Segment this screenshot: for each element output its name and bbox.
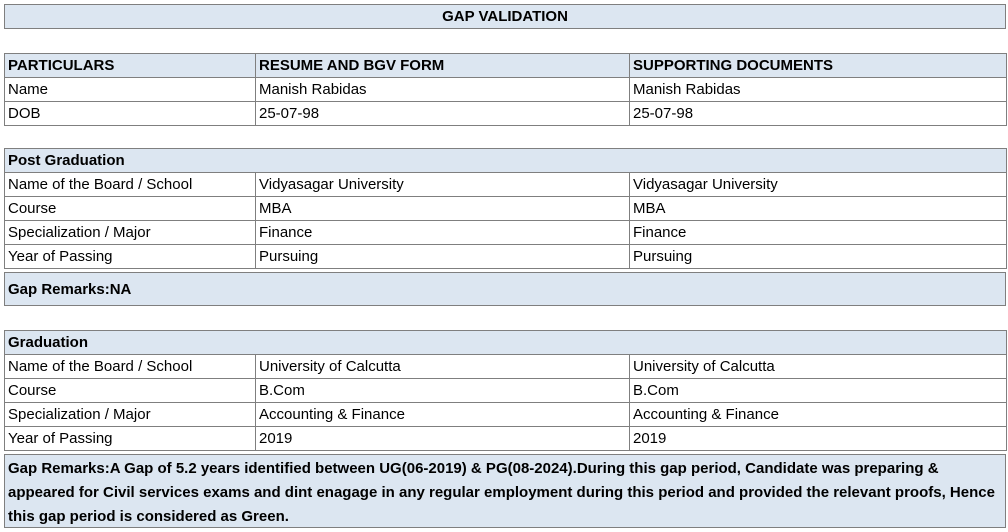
post-graduation-heading: Post Graduation — [5, 149, 1007, 173]
table-row — [5, 78, 1007, 102]
graduation-remarks: Gap Remarks:A Gap of 5.2 years identified between UG(06-2019) & PG(08-2024).During this gap period, Candidate was preparing & appeared for Civil services exams and dint enagage in any regular employment during this period and provided the relevant proofs, Hence this gap period is considered as Green. — [4, 454, 1006, 528]
header-particulars: PARTICULARS — [5, 54, 256, 78]
supporting-value: B.Com — [630, 379, 1007, 403]
resume-value: 2019 — [256, 427, 630, 451]
page-title: GAP VALIDATION — [4, 4, 1006, 29]
row-label: Specialization / Major — [5, 221, 256, 245]
row-label: Year of Passing — [5, 427, 256, 451]
graduation-heading: Graduation — [5, 331, 1007, 355]
table-row — [5, 197, 1007, 221]
supporting-value: Pursuing — [630, 245, 1007, 269]
header-resume: RESUME AND BGV FORM — [256, 54, 630, 78]
graduation-table — [4, 330, 1007, 451]
row-label: Name of the Board / School — [5, 173, 256, 197]
supporting-value: Manish Rabidas — [630, 78, 1007, 102]
resume-value: University of Calcutta — [256, 355, 630, 379]
resume-value: 25-07-98 — [256, 102, 630, 126]
supporting-value: 25-07-98 — [630, 102, 1007, 126]
supporting-value: Vidyasagar University — [630, 173, 1007, 197]
table-row — [5, 427, 1007, 451]
row-label: Name of the Board / School — [5, 355, 256, 379]
post-graduation-remarks: Gap Remarks:NA — [4, 272, 1006, 306]
table-row — [5, 245, 1007, 269]
row-label: DOB — [5, 102, 256, 126]
supporting-value: 2019 — [630, 427, 1007, 451]
row-label: Course — [5, 197, 256, 221]
header-supporting: SUPPORTING DOCUMENTS — [630, 54, 1007, 78]
row-label: Course — [5, 379, 256, 403]
supporting-value: Accounting & Finance — [630, 403, 1007, 427]
row-label: Specialization / Major — [5, 403, 256, 427]
table-header-row — [5, 54, 1007, 78]
resume-value: B.Com — [256, 379, 630, 403]
table-row — [5, 355, 1007, 379]
table-row — [5, 102, 1007, 126]
row-label: Name — [5, 78, 256, 102]
post-graduation-table — [4, 148, 1007, 269]
row-label: Year of Passing — [5, 245, 256, 269]
supporting-value: Finance — [630, 221, 1007, 245]
table-row — [5, 379, 1007, 403]
table-row — [5, 173, 1007, 197]
resume-value: Manish Rabidas — [256, 78, 630, 102]
table-row — [5, 221, 1007, 245]
supporting-value: University of Calcutta — [630, 355, 1007, 379]
resume-value: MBA — [256, 197, 630, 221]
resume-value: Pursuing — [256, 245, 630, 269]
section-heading-row — [5, 149, 1007, 173]
resume-value: Vidyasagar University — [256, 173, 630, 197]
resume-value: Accounting & Finance — [256, 403, 630, 427]
table-row — [5, 403, 1007, 427]
section-heading-row — [5, 331, 1007, 355]
resume-value: Finance — [256, 221, 630, 245]
supporting-value: MBA — [630, 197, 1007, 221]
personal-table — [4, 53, 1007, 126]
